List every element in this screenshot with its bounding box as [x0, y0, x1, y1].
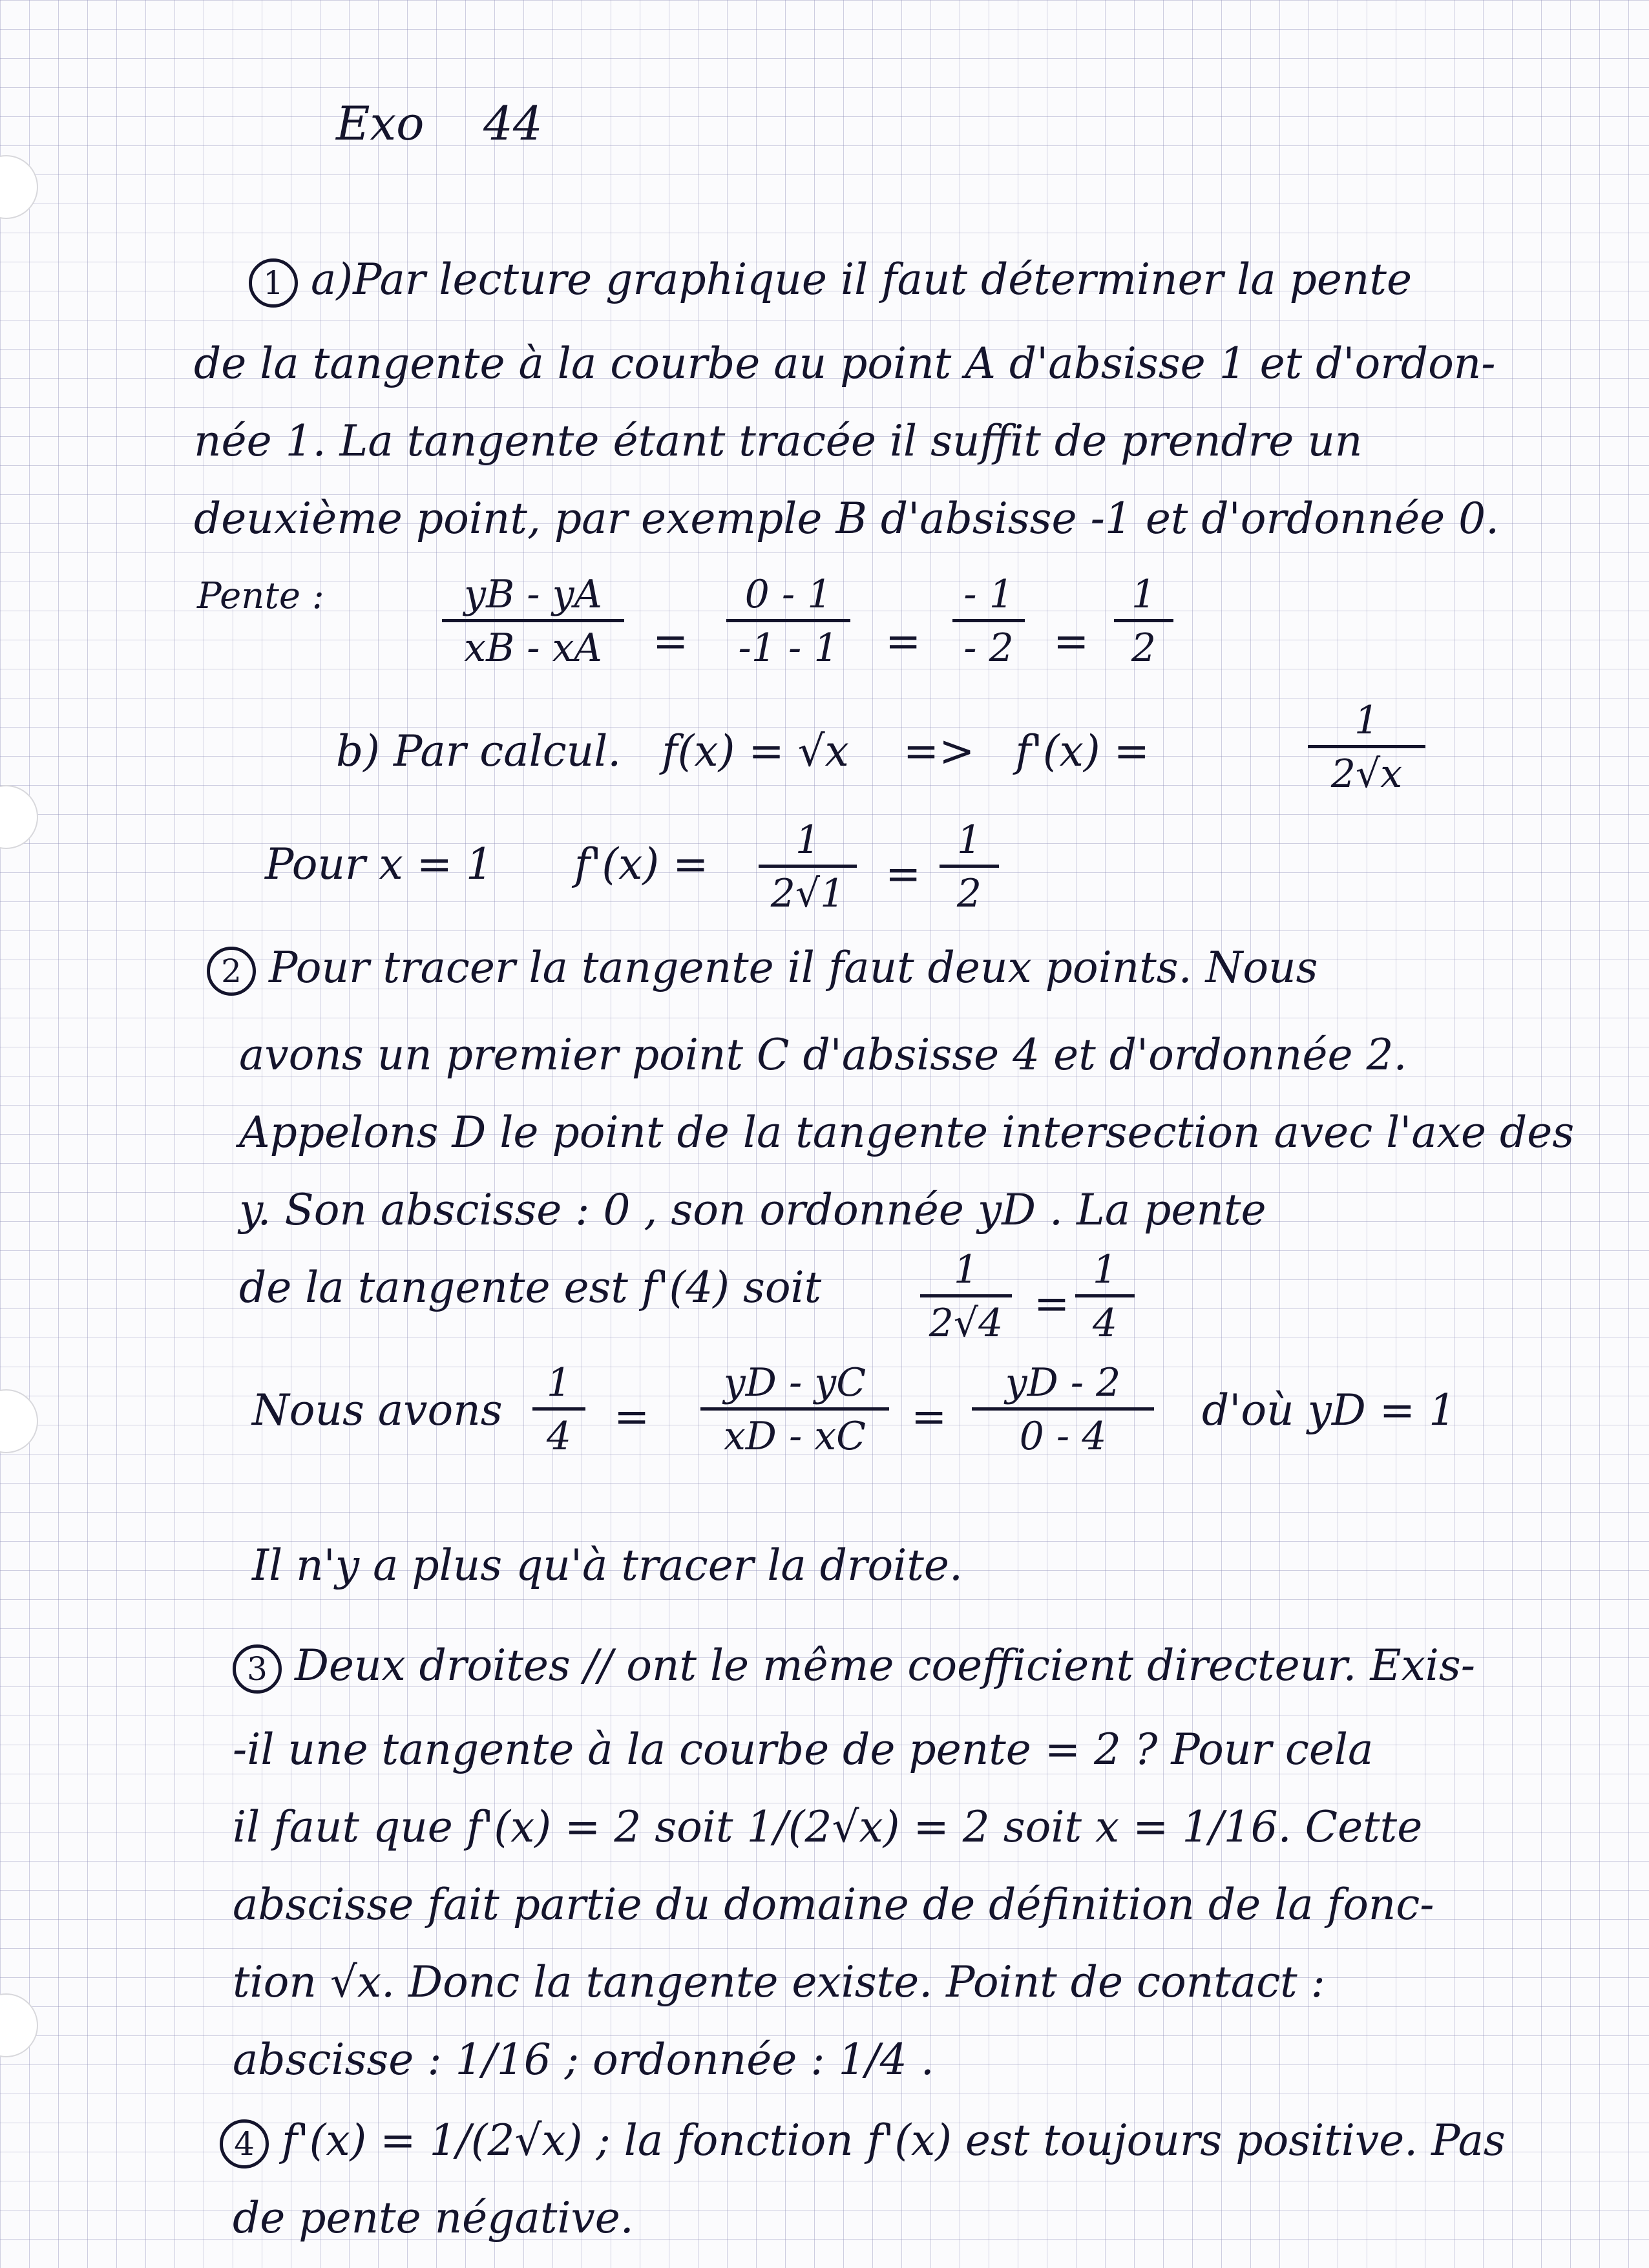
q2-line-3: Appelons D le point de la tangente intersection avec l'axe des [239, 1108, 1575, 1157]
equals-sign: = [885, 849, 921, 899]
q1-line-2: de la tangente à la courbe au point A d'absisse 1 et d'ordon- [194, 339, 1496, 388]
binder-hole [0, 155, 38, 219]
q3-number: 3 [233, 1644, 282, 1694]
q2-number: 2 [207, 947, 256, 996]
derivative-formula: 1 2√x [1305, 701, 1428, 793]
q1-number: 1 [249, 258, 298, 308]
q2-line-1: 2 Pour tracer la tangente il faut deux points. Nous [207, 947, 1318, 996]
slope-at-4-result: 1 4 [1073, 1250, 1137, 1343]
slope-simplified: - 1 - 2 [950, 575, 1027, 667]
q4-line-1: 4 f'(x) = 1/(2√x) ; la fonction f'(x) est toujours positive. Pas [220, 2119, 1506, 2168]
q1-pour-line: Pour x = 1 f'(x) = [265, 839, 709, 889]
q3-line-3: il faut que f'(x) = 2 soit 1/(2√x) = 2 soit x = 1/16. Cette [233, 1802, 1423, 1852]
slope-formula: yB - yA xB - xA [439, 575, 627, 667]
derivative-at-1-result: 1 2 [937, 821, 1002, 913]
equals-sign: = [614, 1392, 650, 1442]
binder-hole [0, 1389, 38, 1453]
slope-cd-values: yD - 2 0 - 4 [969, 1363, 1157, 1456]
slope-result: 1 2 [1111, 575, 1176, 667]
pente-label: Pente : [197, 575, 324, 617]
q3-line-4: abscisse fait partie du domaine de définition de la fonc- [233, 1880, 1434, 1929]
q3-line-2: -il une tangente à la courbe de pente = 2 ? Pour cela [233, 1725, 1374, 1774]
q2-nous-avons: Nous avons [252, 1385, 503, 1435]
q3-line-1: 3 Deux droites // ont le même coefficient directeur. Exis- [233, 1644, 1475, 1694]
q1-part-b: b) Par calcul. f(x) = √x => f'(x) = [336, 726, 1150, 776]
slope-cd-formula: yD - yC xD - xC [698, 1363, 892, 1456]
binder-hole [0, 785, 38, 849]
q1-line-1: 1 a)Par lecture graphique il faut déterminer la pente [249, 258, 1412, 308]
q4-number: 4 [220, 2119, 269, 2168]
q1-line-3: née 1. La tangente étant tracée il suffit de prendre un [194, 416, 1363, 466]
q3-line-6: abscisse : 1/16 ; ordonnée : 1/4 . [233, 2035, 934, 2084]
binder-hole [0, 1993, 38, 2057]
q4-line-2: de pente négative. [233, 2193, 634, 2243]
q1-line-4: deuxième point, par exemple B d'absisse -1 et d'ordonnée 0. [194, 494, 1500, 543]
slope-at-4: 1 2√4 [918, 1250, 1014, 1343]
equals-sign: = [885, 616, 921, 666]
equals-sign: = [653, 616, 689, 666]
page-title: Exo 44 [336, 96, 543, 151]
q2-line-2: avons un premier point C d'absisse 4 et d'ordonnée 2. [239, 1030, 1407, 1080]
equals-sign: = [1034, 1279, 1070, 1328]
slope-values: 0 - 1 -1 - 1 [724, 575, 853, 667]
slope-quarter: 1 4 [530, 1363, 588, 1456]
derivative-at-1: 1 2√1 [756, 821, 859, 913]
q3-line-5: tion √x. Donc la tangente existe. Point de contact : [233, 1957, 1325, 2007]
equals-sign: = [1053, 616, 1089, 666]
q2-line-4: y. Son abscisse : 0 , son ordonnée yD . La pente [239, 1185, 1266, 1235]
equals-sign: = [911, 1392, 947, 1442]
q2-result: d'où yD = 1 [1202, 1385, 1456, 1435]
q2-line-6: Il n'y a plus qu'à tracer la droite. [252, 1540, 963, 1590]
q2-line-5: de la tangente est f'(4) soit [239, 1263, 822, 1312]
